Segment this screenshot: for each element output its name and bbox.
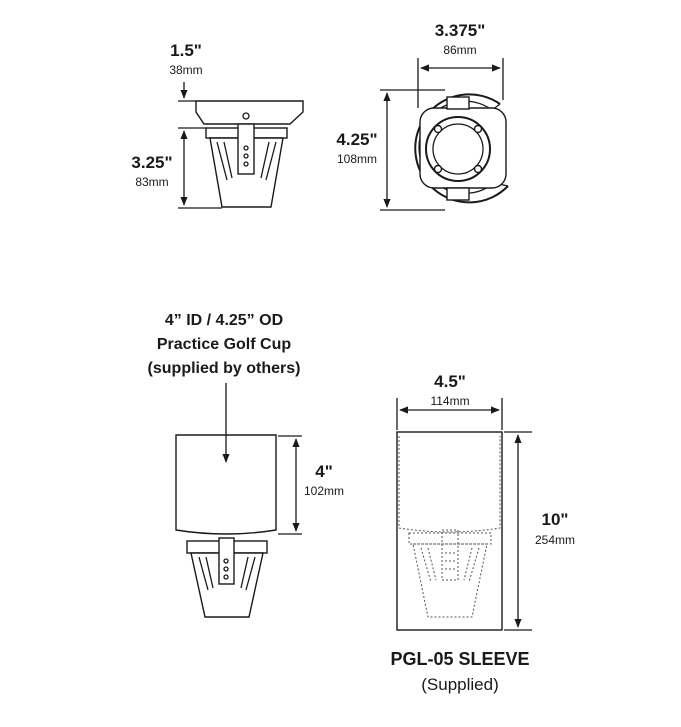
cup-caption-line-2: Practice Golf Cup: [156, 336, 292, 353]
bottom-tab: [447, 188, 469, 200]
body-height-metric: 83mm: [135, 175, 169, 189]
fixture-body: [206, 124, 287, 207]
sleeve-height-dimension: [504, 432, 532, 630]
cup-height-metric: 102mm: [303, 484, 345, 498]
top-height-metric: 108mm: [336, 152, 378, 166]
screw-icon: [475, 166, 482, 173]
lid-height-dimension: [178, 82, 196, 101]
fixture-lid: [196, 101, 303, 124]
bottom-left-cup-assembly: [148, 312, 344, 617]
lid-height-metric: 38mm: [169, 63, 203, 77]
top-width-metric: 86mm: [443, 43, 477, 57]
screw-icon: [475, 126, 482, 133]
sleeve-outline: [397, 432, 502, 630]
cup-caption-line-3: (supplied by others): [147, 360, 301, 377]
cup-height-dimension: [278, 436, 302, 534]
sleeve-width-metric: 114mm: [430, 394, 470, 408]
cup-fixture-body: [187, 538, 267, 617]
top-left-side-view: [131, 41, 303, 208]
cup-height-imperial: 4": [315, 462, 333, 481]
bottom-right-sleeve: [390, 372, 575, 694]
top-width-imperial: 3.375": [434, 21, 486, 40]
sleeve-subtitle: (Supplied): [421, 675, 499, 694]
sleeve-height-imperial: 10": [541, 510, 569, 529]
screw-icon: [435, 126, 442, 133]
lid-height-imperial: 1.5": [170, 41, 202, 60]
top-height-imperial: 4.25": [336, 130, 378, 149]
top-tab: [447, 97, 469, 109]
screw-icon: [435, 166, 442, 173]
sleeve-title: PGL-05 SLEEVE: [390, 649, 530, 669]
sleeve-width-imperial: 4.5": [434, 372, 466, 391]
body-height-imperial: 3.25": [131, 153, 173, 172]
sleeve-height-metric: 254mm: [534, 533, 576, 547]
top-right-top-view: [336, 21, 508, 210]
cup-caption-line-1: 4” ID / 4.25” OD: [164, 312, 284, 329]
